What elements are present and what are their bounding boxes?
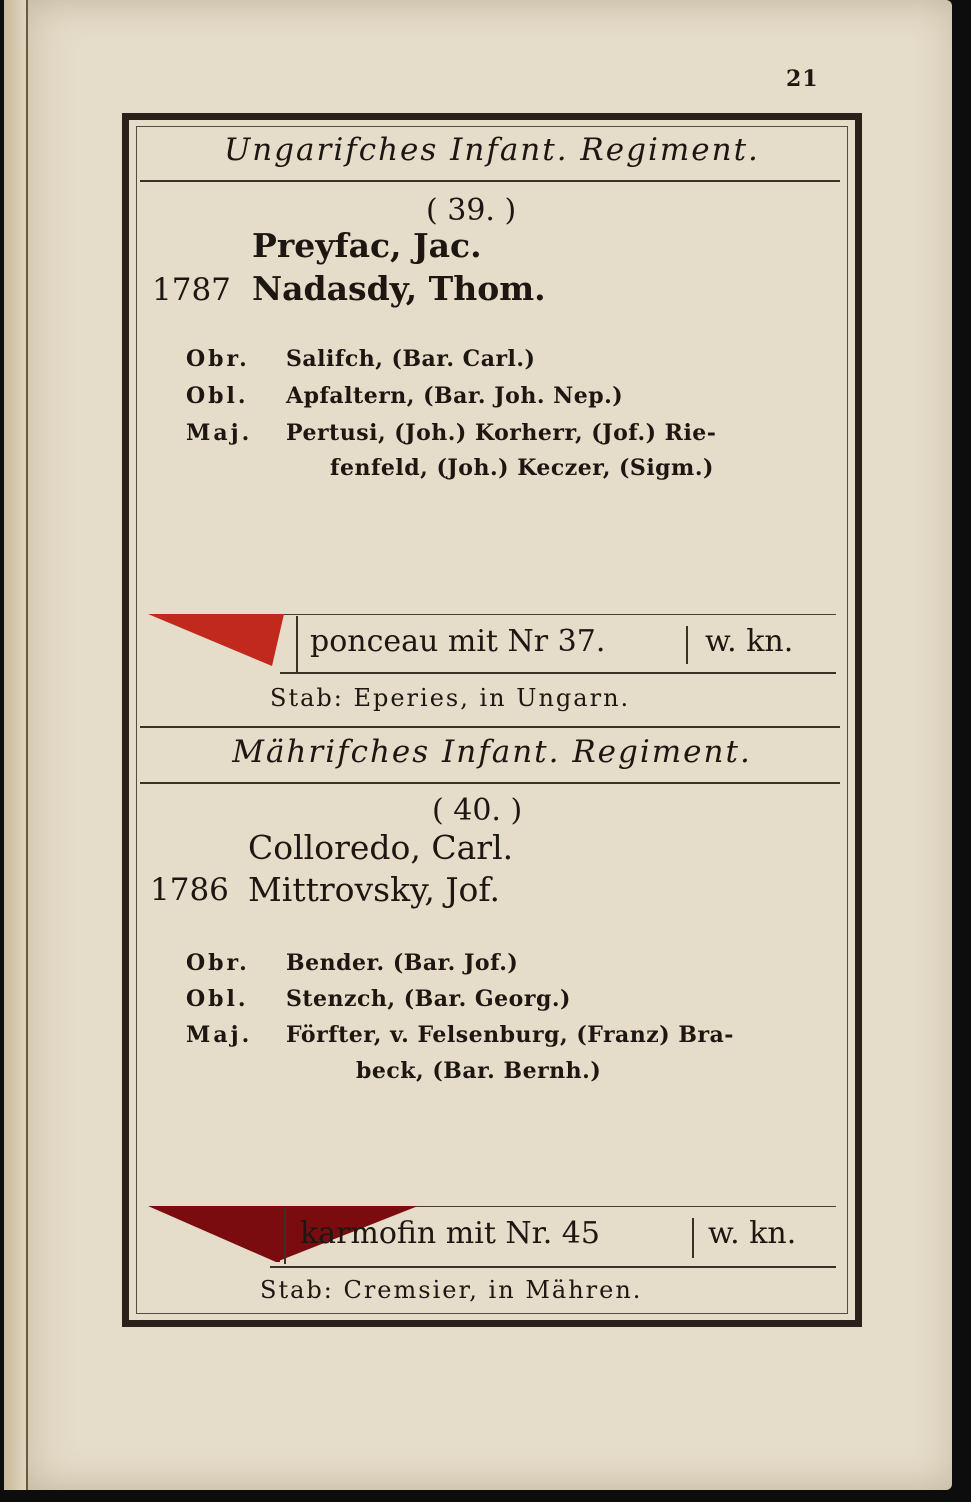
year: 1786 (150, 872, 229, 908)
officer-name: Apfaltern, (Bar. Joh. Nep.) (286, 383, 624, 409)
colonel-owner: Nadasdy, Thom. (252, 269, 546, 308)
officer-line (186, 346, 535, 372)
separator (686, 626, 688, 664)
officer-rank: Maj. (186, 420, 253, 446)
officer-name: Stenzch, (Bar. Georg.) (286, 986, 571, 1012)
colonel-owner: Mittrovsky, Jof. (248, 870, 500, 909)
regiment-number: ( 39. ) (426, 193, 517, 228)
regiment-owner: Preyfac, Jac. (252, 226, 482, 265)
separator (284, 1208, 286, 1264)
officer-line-continued: fenfeld, (Joh.) Keczer, (Sigm.) (330, 455, 714, 481)
facing-color: karmofin mit Nr. 45 (300, 1216, 600, 1251)
divider (140, 180, 840, 182)
officer-line (186, 383, 623, 409)
officer-line (186, 950, 518, 976)
button-type: w. kn. (705, 624, 794, 659)
officer-line (186, 1022, 734, 1048)
facing-color: ponceau mit Nr 37. (310, 624, 606, 659)
officer-rank: Maj. (186, 1022, 253, 1048)
regiment-number: ( 40. ) (432, 793, 523, 828)
divider (280, 672, 836, 674)
officer-name: Pertusi, (Joh.) Korherr, (Jof.) Rie- (286, 420, 717, 446)
regiment-owner: Colloredo, Carl. (248, 828, 514, 867)
staff-location: Stab: Cremsier, in Mähren. (260, 1276, 643, 1304)
page-number: 21 (786, 66, 819, 92)
staff-location: Stab: Eperies, in Ungarn. (270, 684, 631, 712)
officer-line-continued: beck, (Bar. Bernh.) (356, 1058, 602, 1084)
officer-rank: Obl. (186, 383, 249, 409)
divider (270, 1266, 836, 1268)
book-spine (4, 0, 28, 1490)
divider (140, 782, 840, 784)
officer-rank: Obr. (186, 346, 250, 372)
separator (692, 1218, 694, 1258)
officer-name: Bender. (Bar. Jof.) (286, 950, 519, 976)
regiment-title: Ungarifches Infant. Regiment. (224, 132, 760, 168)
year: 1787 (152, 272, 231, 308)
divider (280, 614, 836, 615)
facing-flag (148, 612, 288, 668)
divider (140, 726, 840, 728)
regiment-title: Mährifches Infant. Regiment. (232, 734, 752, 770)
officer-rank: Obl. (186, 986, 249, 1012)
officer-name: Salifch, (Bar. Carl.) (286, 346, 536, 372)
officer-rank: Obr. (186, 950, 250, 976)
officer-name: Förfter, v. Felsenburg, (Franz) Bra- (286, 1022, 734, 1048)
button-type: w. kn. (708, 1216, 797, 1251)
separator (296, 616, 298, 672)
officer-line (186, 420, 716, 446)
officer-line (186, 986, 571, 1012)
